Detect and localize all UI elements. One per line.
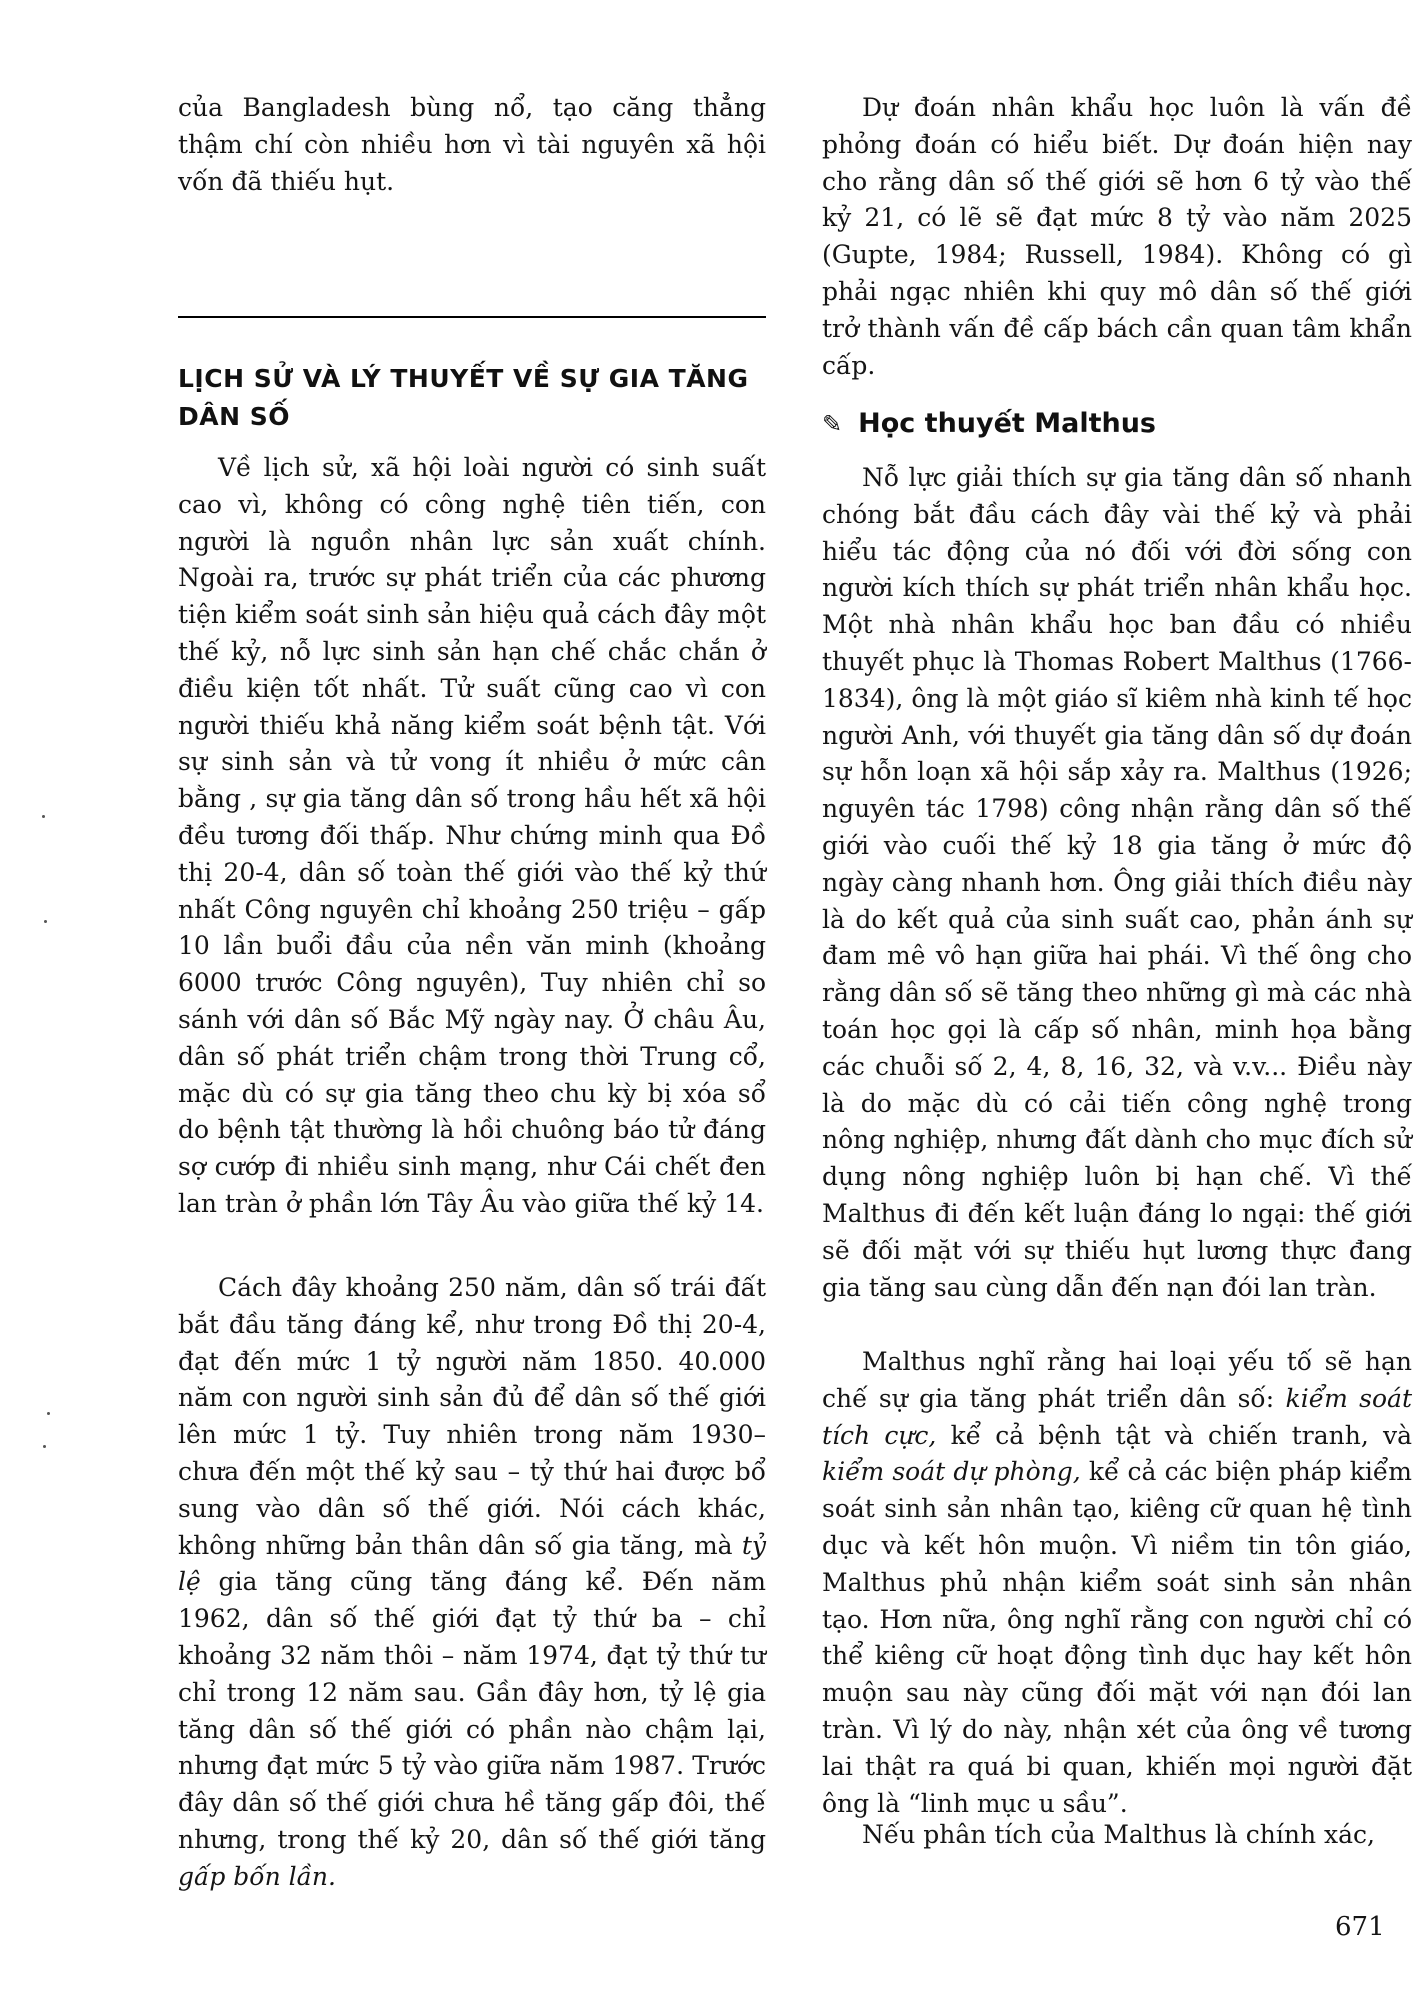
left-paragraph-2-text-a: Cách đây khoảng 250 năm, dân số trái đất bắt đầu tăng đáng kể, như trong Đồ thị 20-4, đạt đến mức 1 tỷ người năm 1850. 40.000 năm con người sinh sản đủ để dân số thế giới lên mức 1 tỷ. Tuy nhiên trong năm 1930– chưa đến một thế kỷ sau – tỷ thứ hai được bổ sung vào dân số thế giới. Nói cách khác, không những bản thân dân số gia tăng, mà (178, 1273, 766, 1560)
scan-speck (42, 815, 45, 818)
scan-speck (44, 920, 47, 923)
right-paragraph-2 (822, 1344, 1412, 1822)
scan-speck (47, 1412, 50, 1415)
right-paragraph-2-emphasis-positive-checks: kiểm soát tích cực, (822, 1383, 1412, 1450)
malthus-subheading-label: Học thuyết Malthus (858, 408, 1156, 439)
right-paragraph-2-emphasis-preventive-checks: kiểm soát dự phòng, (822, 1457, 1081, 1487)
left-paragraph-2-text-b: gia tăng cũng tăng đáng kể. Đến năm 1962, dân số thế giới đạt tỷ thứ ba – chỉ khoảng 32 năm thôi – năm 1974, đạt tỷ thứ tư chỉ trong 12 năm sau. Gần đây hơn, tỷ lệ gia tăng dân số thế giới có phần nào chậm lại, nhưng đạt mức 5 tỷ vào giữa năm 1987. Trước đây dân số thế giới chưa hề tăng gấp đôi, thế nhưng, trong thế kỷ 20, dân số thế giới tăng (178, 1567, 766, 1854)
left-intro-paragraph: của Bangladesh bùng nổ, tạo căng thẳng thậm chí còn nhiều hơn vì tài nguyên xã hội vốn đã thiếu hụt. (178, 93, 766, 196)
page-number: 671 (1335, 1912, 1385, 1942)
right-paragraph-1: Nỗ lực giải thích sự gia tăng dân số nhanh chóng bắt đầu cách đây vài thế kỷ và phải hiểu tác động của nó đối với đời sống con người kích thích sự phát triển nhân khẩu học. Một nhà nhân khẩu học ban đầu có nhiều thuyết phục là Thomas Robert Malthus (1766-1834), ông là một giáo sĩ kiêm nhà kinh tế học người Anh, với thuyết gia tăng dân số dự đoán sự hỗn loạn xã hội sắp xảy ra. Malthus (1926; nguyên tác 1798) công nhận rằng dân số thế giới vào cuối thế kỷ 18 gia tăng ở mức độ ngày càng nhanh hơn. Ông giải thích điều này là do kết quả của sinh suất cao, phản ánh sự đam mê vô hạn giữa hai phái. Vì thế ông cho rằng dân số sẽ tăng theo những gì mà các nhà toán học gọi là cấp số nhân, minh họa bằng các chuỗi số 2, 4, 8, 16, 32, và v.v... Điều này là do mặc dù có cải tiến công nghệ trong nông nghiệp, nhưng đất dành cho mục đích sử dụng nông nghiệp luôn bị hạn chế. Vì thế Malthus đi đến kết luận đáng lo ngại: thế giới sẽ đối mặt với sự thiếu hụt lương thực đang gia tăng sau cùng dẫn đến nạn đói lan tràn. (822, 463, 1412, 1302)
section-divider-rule (178, 316, 766, 318)
right-paragraph-2-text-a: Malthus nghĩ rằng hai loại yếu tố sẽ hạn chế sự gia tăng phát triển dân số: (822, 1347, 1412, 1413)
pencil-bullet-icon: ✎ (822, 410, 843, 438)
left-paragraph-1: Về lịch sử, xã hội loài người có sinh suất cao vì, không có công nghệ tiên tiến, con người là nguồn nhân lực sản xuất chính. Ngoài ra, trước sự phát triển của các phương tiện kiểm soát sinh sản hiệu quả cách đây một thế kỷ, nỗ lực sinh sản hạn chế chắc chắn ở điều kiện tốt nhất. Tử suất cũng cao vì con người thiếu khả năng kiểm soát bệnh tật. Với sự sinh sản và tử vong ít nhiều ở mức cân bằng , sự gia tăng dân số trong hầu hết xã hội đều tương đối thấp. Như chứng minh qua Đồ thị 20-4, dân số toàn thế giới vào thế kỷ thứ nhất Công nguyên chỉ khoảng 250 triệu – gấp 10 lần buổi đầu của nền văn minh (khoảng 6000 trước Công nguyên), Tuy nhiên chỉ so sánh với dân số Bắc Mỹ ngày nay. Ở châu Âu, dân số phát triển chậm trong thời Trung cổ, mặc dù có sự gia tăng theo chu kỳ bị xóa sổ do bệnh tật thường là hồi chuông báo tử đáng sợ cướp đi nhiều sinh mạng, như Cái chết đen lan tràn ở phần lớn Tây Âu vào giữa thế kỷ 14. (178, 453, 766, 1218)
malthus-subheading (822, 404, 1412, 444)
right-paragraph-3: Nếu phân tích của Malthus là chính xác, (862, 1820, 1375, 1849)
left-paragraph-2 (178, 1270, 766, 1896)
right-intro-paragraph: Dự đoán nhân khẩu học luôn là vấn đề phỏng đoán có hiểu biết. Dự đoán hiện nay cho rằng dân số thế giới sẽ hơn 6 tỷ vào thế kỷ 21, có lẽ sẽ đạt mức 8 tỷ vào năm 2025 (Gupte, 1984; Russell, 1984). Không có gì phải ngạc nhiên khi quy mô dân số thế giới trở thành vấn đề cấp bách cần quan tâm khẩn cấp. (822, 93, 1412, 380)
left-paragraph-2-emphasis-rate: tỷ lệ (178, 1530, 766, 1597)
section-heading: LỊCH SỬ VÀ LÝ THUYẾT VỀ SỰ GIA TĂNG DÂN SỐ (178, 364, 749, 431)
right-paragraph-2-text-b: kể cả bệnh tật và chiến tranh, và (936, 1420, 1412, 1450)
scan-speck (43, 1445, 46, 1448)
right-paragraph-2-text-c: kể cả các biện pháp kiểm soát sinh sản nhân tạo, kiêng cữ quan hệ tình dục và kết hôn muộn. Vì niềm tin tôn giáo, Malthus phủ nhận kiểm soát sinh sản nhân tạo. Hơn nữa, ông nghĩ rằng con người chỉ có thể kiêng cữ hoạt động tình dục hay kết hôn muộn sau này cũng đối mặt với nạn đói lan tràn. Vì lý do này, nhận xét của ông về tương lai thật ra quá bi quan, khiến mọi người đặt ông là “linh mục u sầu”. (822, 1457, 1413, 1818)
left-paragraph-2-emphasis-fourfold: gấp bốn lần. (178, 1861, 336, 1891)
